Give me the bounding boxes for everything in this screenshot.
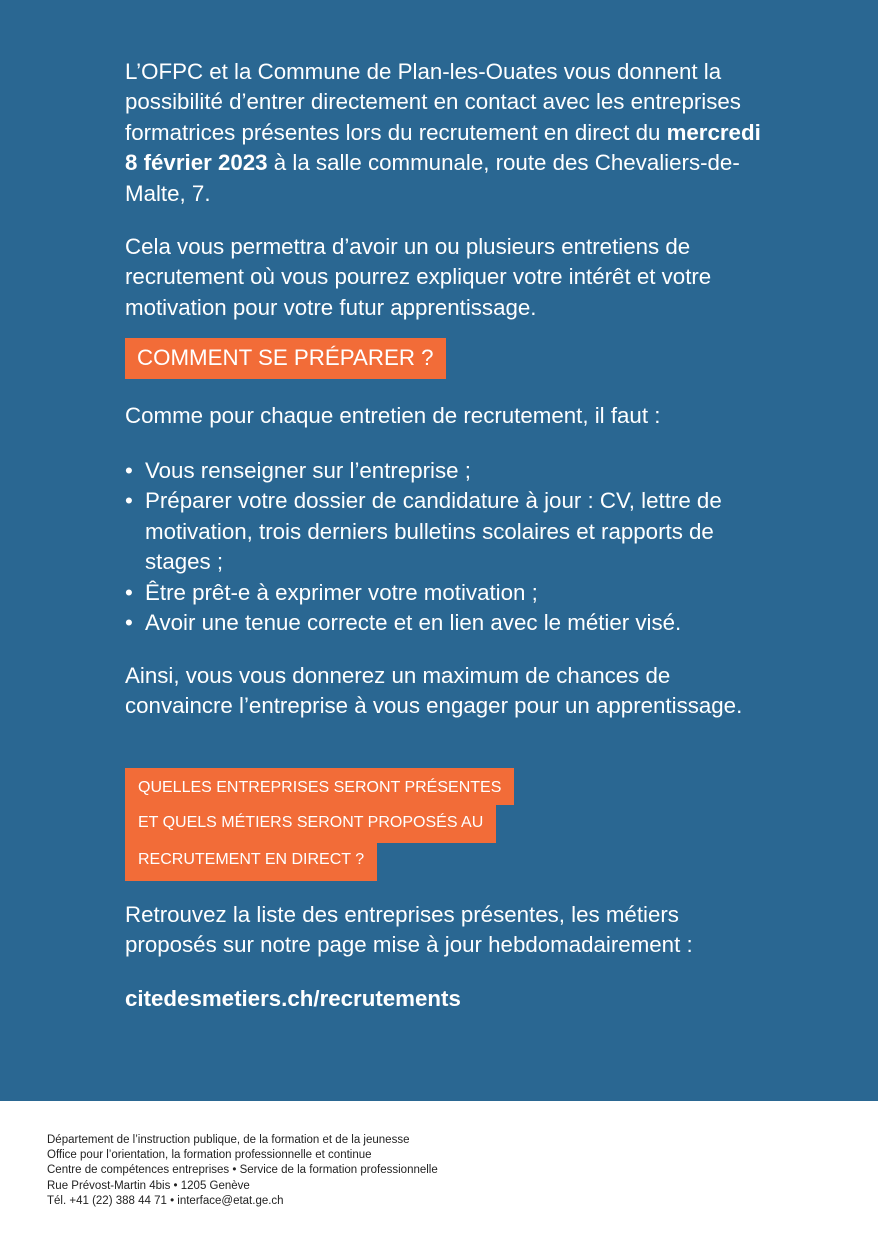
intro-paragraph: [125, 57, 765, 209]
list-item: • Être prêt-e à exprimer votre motivation ;: [125, 578, 765, 608]
website-link[interactable]: citedesmetiers.ch/recrutements: [125, 986, 461, 1011]
section-title-line: ET QUELS MÉTIERS SERONT PROPOSÉS AU: [125, 805, 496, 843]
preparation-intro: Comme pour chaque entretien de recrutement, il faut :: [125, 403, 661, 428]
footer-line: Département de l’instruction publique, de la formation et de la jeunesse: [47, 1134, 410, 1146]
preparation-list: [125, 456, 765, 638]
intro-text-end: à la salle communale, route des Chevaliers-de-Malte, 7.: [125, 150, 740, 206]
companies-paragraph: Retrouvez la liste des entreprises présentes, les métiers proposés sur notre page mise à jour hebdomadairement :: [125, 902, 693, 958]
event-date: mercredi 8 février 2023: [125, 119, 761, 176]
section-title-line: QUELLES ENTREPRISES SERONT PRÉSENTES: [125, 768, 514, 805]
footer-line: Centre de compétences entreprises • Service de la formation professionnelle: [47, 1164, 438, 1177]
section-title-companies: [125, 768, 725, 883]
footer-address: [47, 1133, 747, 1209]
list-item: • Préparer votre dossier de candidature à jour : CV, lettre de motivation, trois derniers bulletins scolaires et rapports de stages ;: [125, 486, 765, 577]
benefit-paragraph: Cela vous permettra d’avoir un ou plusieurs entretiens de recrutement où vous pourrez expliquer votre intérêt et votre motivation pour votre futur apprentissage.: [125, 234, 712, 320]
intro-text-start: L’OFPC et la Commune de Plan-les-Ouates vous donnent la possibilité d’entrer directement en contact avec les entreprises formatrices présentes lors du recrutement en direct du: [125, 59, 741, 145]
footer-line: Office pour l’orientation, la formation professionnelle et continue: [47, 1149, 372, 1162]
section-title-preparation: COMMENT SE PRÉPARER ?: [125, 338, 446, 379]
footer-line: Tél. +41 (22) 388 44 71 • interface@etat.ge.ch: [47, 1194, 284, 1207]
footer-line: Rue Prévost-Martin 4bis • 1205 Genève: [47, 1179, 250, 1192]
section-title-line: RECRUTEMENT EN DIRECT ?: [125, 843, 377, 881]
list-item: • Vous renseigner sur l’entreprise ;: [125, 456, 765, 486]
list-item: • Avoir une tenue correcte et en lien avec le métier visé.: [125, 608, 765, 638]
conclusion-paragraph: Ainsi, vous vous donnerez un maximum de chances de convaincre l’entreprise à vous engager pour un apprentissage.: [125, 663, 743, 719]
